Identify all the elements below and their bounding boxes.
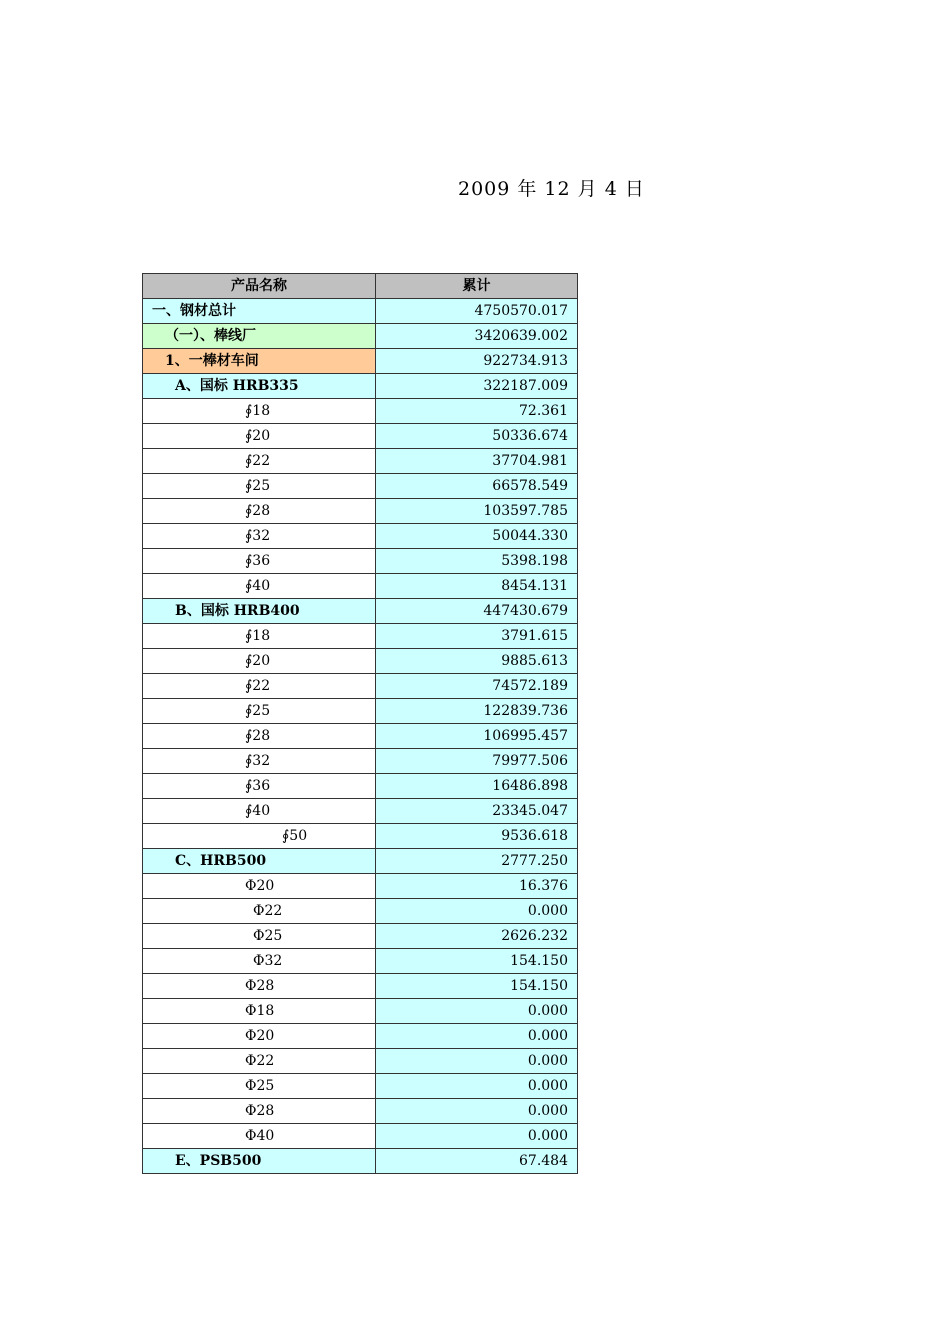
cumulative-value-cell: 8454.131: [376, 574, 578, 599]
product-name-cell: ∮40: [143, 799, 376, 824]
cumulative-value-cell: 74572.189: [376, 674, 578, 699]
product-name-cell: ∮36: [143, 549, 376, 574]
product-name-cell: Φ40: [143, 1124, 376, 1149]
table-row: [143, 524, 578, 549]
table-row: [143, 999, 578, 1024]
product-name-cell: Φ22: [143, 1049, 376, 1074]
product-name-cell: A、国标 HRB335: [143, 374, 376, 399]
cumulative-value-cell: 5398.198: [376, 549, 578, 574]
product-name-cell: C、HRB500: [143, 849, 376, 874]
product-name-cell: ∮28: [143, 499, 376, 524]
table-row: [143, 699, 578, 724]
table-row: [143, 599, 578, 624]
product-name-cell: 一、钢材总计: [143, 299, 376, 324]
report-date: 2009 年 12 月 4 日: [458, 178, 645, 200]
cumulative-value-cell: 922734.913: [376, 349, 578, 374]
table-row: [143, 324, 578, 349]
table-row: [143, 574, 578, 599]
product-name-cell: Φ22: [143, 899, 376, 924]
product-name-cell: B、国标 HRB400: [143, 599, 376, 624]
table-row: [143, 374, 578, 399]
product-name-cell: Φ25: [143, 924, 376, 949]
table-row: [143, 674, 578, 699]
product-name-cell: E、PSB500: [143, 1149, 376, 1174]
product-name-cell: Φ18: [143, 999, 376, 1024]
cumulative-value-cell: 72.361: [376, 399, 578, 424]
table-row: [143, 624, 578, 649]
table-row: [143, 799, 578, 824]
cumulative-value-cell: 3420639.002: [376, 324, 578, 349]
table-row: [143, 399, 578, 424]
table-header-row: [143, 274, 578, 299]
product-name-cell: ∮40: [143, 574, 376, 599]
table-row: [143, 1024, 578, 1049]
cumulative-value-cell: 0.000: [376, 1074, 578, 1099]
product-name-cell: Φ28: [143, 1099, 376, 1124]
product-name-cell: ∮18: [143, 399, 376, 424]
table-row: [143, 1149, 578, 1174]
product-name-cell: 1、一棒材车间: [143, 349, 376, 374]
product-name-cell: ∮22: [143, 449, 376, 474]
cumulative-value-cell: 50336.674: [376, 424, 578, 449]
table-row: [143, 949, 578, 974]
cumulative-value-cell: 66578.549: [376, 474, 578, 499]
table-row: [143, 424, 578, 449]
cumulative-value-cell: 0.000: [376, 899, 578, 924]
cumulative-value-cell: 154.150: [376, 974, 578, 999]
table-row: [143, 974, 578, 999]
cumulative-value-cell: 37704.981: [376, 449, 578, 474]
product-name-cell: ∮32: [143, 524, 376, 549]
product-name-cell: ∮28: [143, 724, 376, 749]
table-row: [143, 1074, 578, 1099]
cumulative-value-cell: 0.000: [376, 1024, 578, 1049]
table-body: [143, 299, 578, 1174]
table-row: [143, 649, 578, 674]
product-name-cell: ∮22: [143, 674, 376, 699]
cumulative-value-cell: 67.484: [376, 1149, 578, 1174]
product-name-cell: Φ32: [143, 949, 376, 974]
table-row: [143, 1049, 578, 1074]
cumulative-value-cell: 3791.615: [376, 624, 578, 649]
product-name-cell: ∮50: [143, 824, 376, 849]
cumulative-value-cell: 0.000: [376, 1124, 578, 1149]
table-row: [143, 474, 578, 499]
product-name-cell: ∮20: [143, 424, 376, 449]
table-row: [143, 849, 578, 874]
column-header-cumulative: 累计: [376, 274, 578, 299]
product-name-cell: ∮25: [143, 699, 376, 724]
product-name-cell: Φ20: [143, 1024, 376, 1049]
cumulative-value-cell: 0.000: [376, 999, 578, 1024]
table-row: [143, 874, 578, 899]
table-row: [143, 1099, 578, 1124]
cumulative-value-cell: 122839.736: [376, 699, 578, 724]
product-name-cell: ∮25: [143, 474, 376, 499]
table-row: [143, 774, 578, 799]
product-name-cell: Φ20: [143, 874, 376, 899]
cumulative-value-cell: 2777.250: [376, 849, 578, 874]
cumulative-value-cell: 2626.232: [376, 924, 578, 949]
table-row: [143, 449, 578, 474]
cumulative-value-cell: 0.000: [376, 1049, 578, 1074]
cumulative-value-cell: 103597.785: [376, 499, 578, 524]
table-row: [143, 549, 578, 574]
table-row: [143, 349, 578, 374]
product-name-cell: ∮32: [143, 749, 376, 774]
cumulative-value-cell: 106995.457: [376, 724, 578, 749]
table-row: [143, 749, 578, 774]
cumulative-value-cell: 154.150: [376, 949, 578, 974]
table-row: [143, 499, 578, 524]
product-name-cell: Φ25: [143, 1074, 376, 1099]
cumulative-value-cell: 9536.618: [376, 824, 578, 849]
cumulative-value-cell: 79977.506: [376, 749, 578, 774]
cumulative-value-cell: 0.000: [376, 1099, 578, 1124]
table-row: [143, 824, 578, 849]
cumulative-value-cell: 322187.009: [376, 374, 578, 399]
product-name-cell: ∮36: [143, 774, 376, 799]
table-row: [143, 724, 578, 749]
cumulative-value-cell: 23345.047: [376, 799, 578, 824]
cumulative-value-cell: 16.376: [376, 874, 578, 899]
cumulative-value-cell: 50044.330: [376, 524, 578, 549]
production-table: [142, 273, 578, 1174]
product-name-cell: ∮18: [143, 624, 376, 649]
table-row: [143, 299, 578, 324]
product-name-cell: （一）、棒线厂: [143, 324, 376, 349]
column-header-product-name: 产品名称: [143, 274, 376, 299]
cumulative-value-cell: 9885.613: [376, 649, 578, 674]
cumulative-value-cell: 16486.898: [376, 774, 578, 799]
product-name-cell: Φ28: [143, 974, 376, 999]
product-name-cell: ∮20: [143, 649, 376, 674]
cumulative-value-cell: 447430.679: [376, 599, 578, 624]
table-row: [143, 1124, 578, 1149]
cumulative-value-cell: 4750570.017: [376, 299, 578, 324]
table-row: [143, 899, 578, 924]
table-row: [143, 924, 578, 949]
